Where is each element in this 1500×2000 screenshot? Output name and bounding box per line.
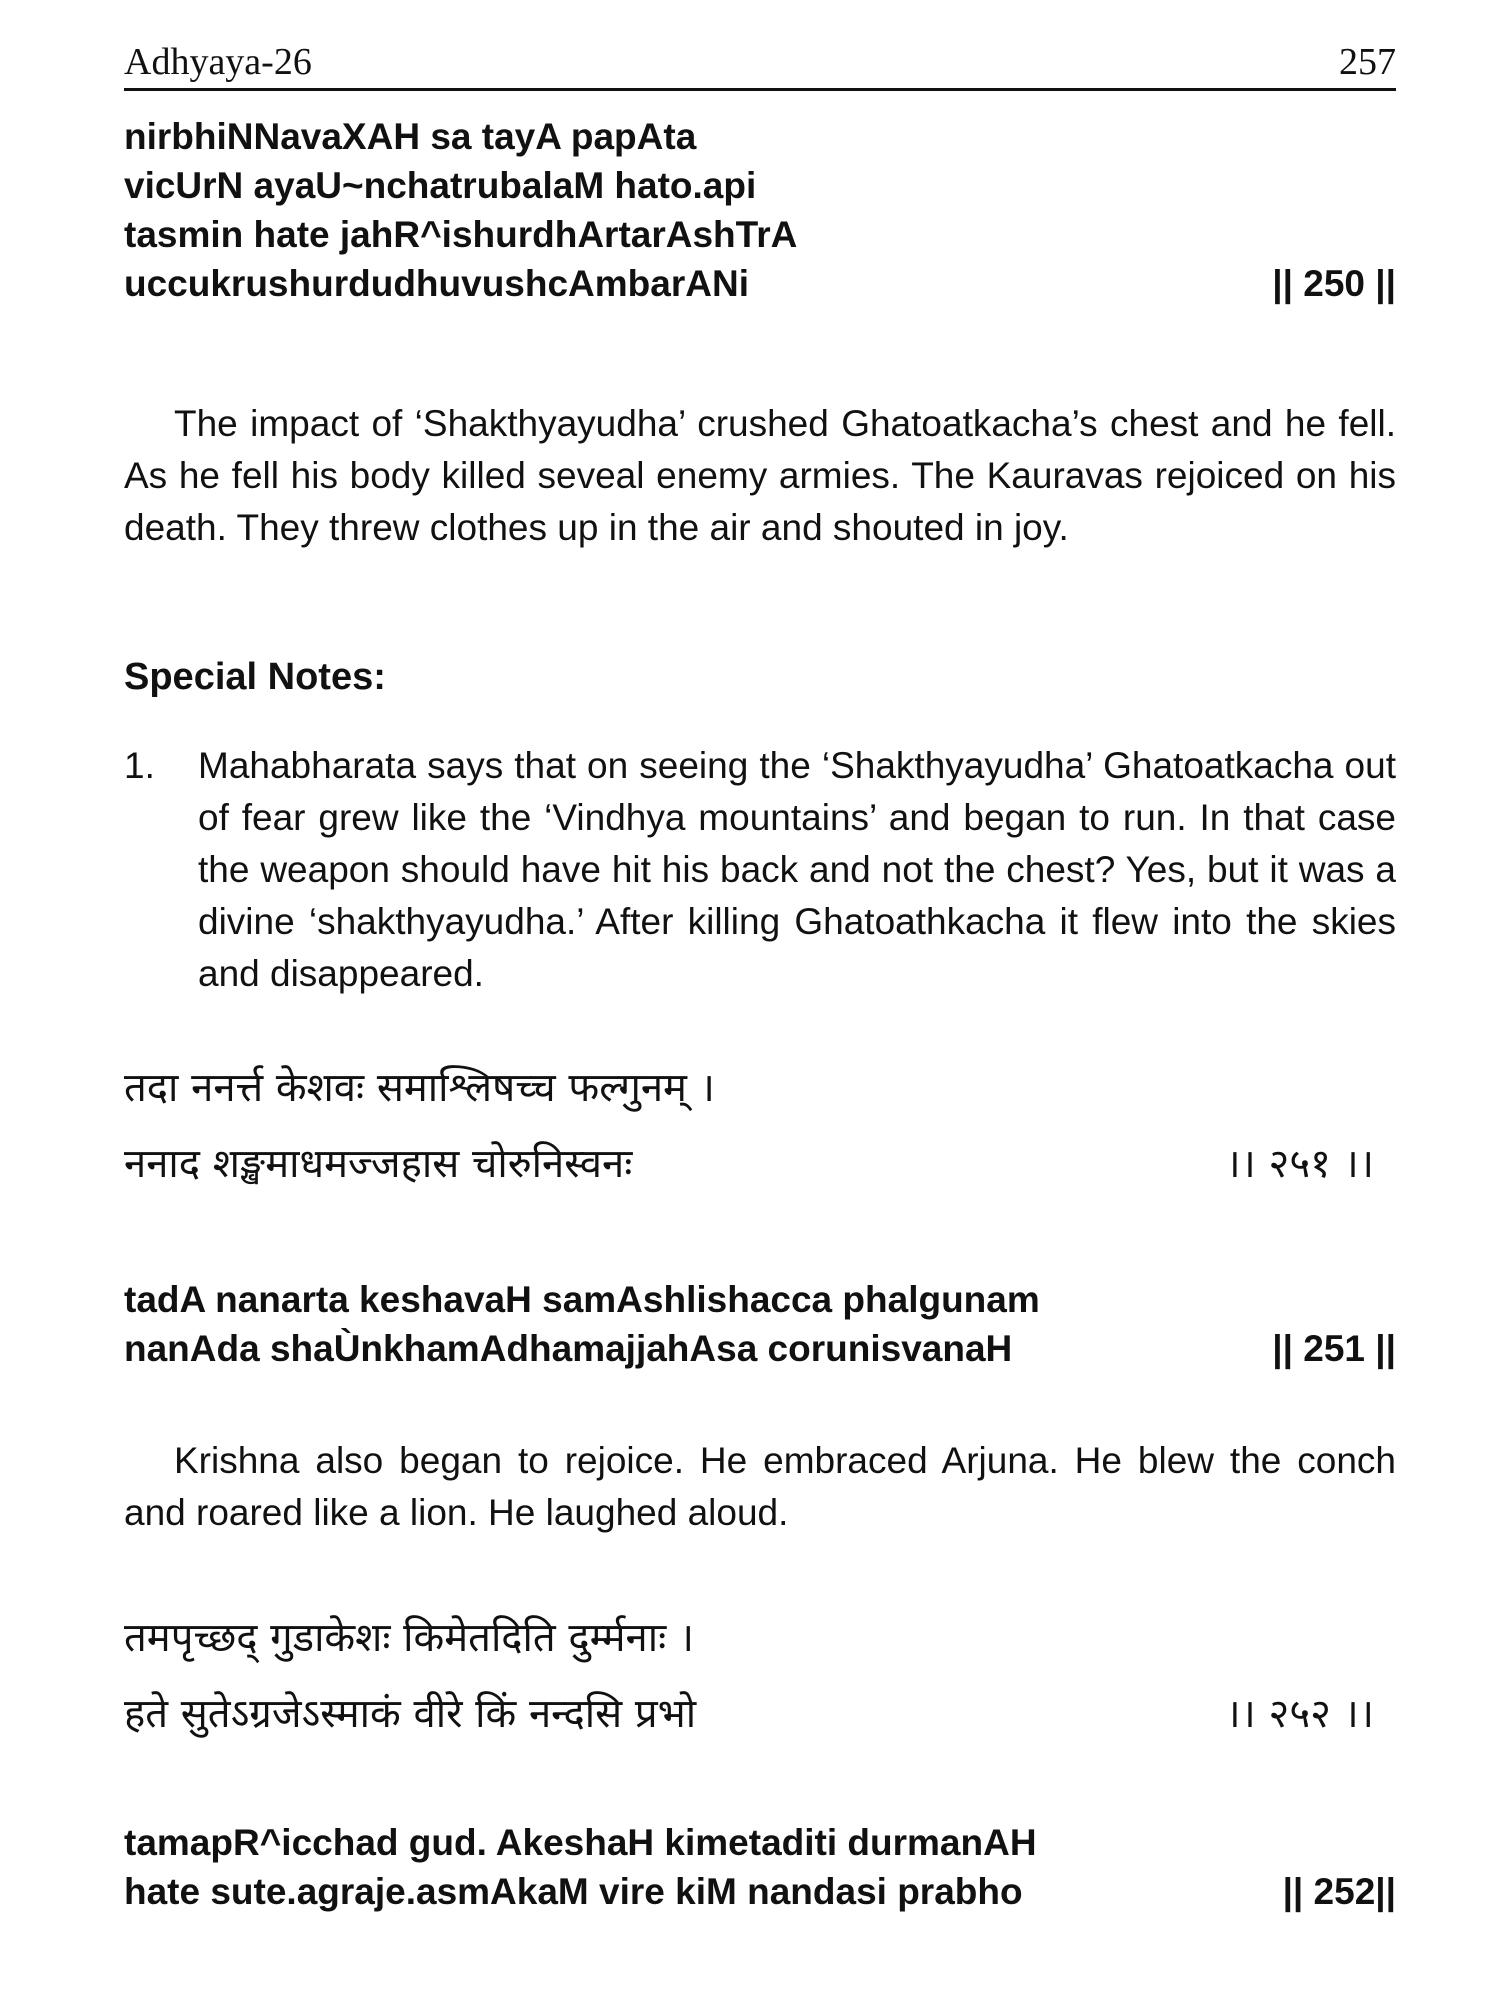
translation-paragraph: The impact of ‘Shakthyayudha’ crushed Ghatoatkacha’s chest and he fell. As he fell his body killed seveal enemy armies. The Kauravas rejoiced on his death. They threw clothes up in the air and shouted in joy. <box>124 403 1396 548</box>
chapter-title: Adhyaya-26 <box>124 41 312 83</box>
verse-line-text: nanAda shaÙnkhamAdhamajjahAsa corunisvanaH <box>124 1328 1013 1369</box>
sanskrit-line <box>124 1126 1396 1202</box>
note-text: Mahabharata says that on seeing the ‘Shakthyayudha’ Ghatoatkacha out of fear grew like the ‘Vindhya mountains’ and began to run. In that case the weapon should have hit his back and not the chest? Yes, but it was a divine ‘shakthyayudha.’ After killing Ghatoathkacha it flew into the skies and disappeared. <box>198 745 1396 994</box>
verse-line: vicUrN ayaU~nchatrubalaM hato.api <box>124 165 757 206</box>
sanskrit-line: तदा ननर्त्त केशवः समाश्लिषच्च फल्गुनम् । <box>124 1065 715 1111</box>
page-header <box>124 38 1396 91</box>
verse-line <box>124 1324 1396 1373</box>
verse-number: || 250 || <box>1272 263 1396 304</box>
sanskrit-verse-number: ।। २५१ ।। <box>1225 1141 1374 1187</box>
transliteration-verse-251 <box>124 1275 1396 1373</box>
page-number: 257 <box>1339 41 1396 83</box>
verse-line-text: hate sute.agraje.asmAkaM vire kiM nandasi prabho <box>124 1871 1023 1912</box>
special-notes-heading: Special Notes: <box>124 656 386 698</box>
translation-251 <box>124 1435 1396 1539</box>
sanskrit-line: तमपृच्छद् गुडाकेशः किमेतदिति दुर्म्मनाः । <box>124 1615 695 1661</box>
special-note-item <box>124 740 1396 1000</box>
sanskrit-line-text: ननाद शङ्खमाधमज्जहास चोरुनिस्वनः <box>124 1141 633 1187</box>
verse-line: tadA nanarta keshavaH samAshlishacca phalgunam <box>124 1279 1040 1320</box>
sanskrit-line-text: हते सुतेऽग्रजेऽस्माकं वीरे किं नन्दसि प्रभो <box>124 1691 697 1737</box>
translation-250 <box>124 398 1396 554</box>
verse-line: nirbhiNNavaXAH sa tayA papAta <box>124 116 697 157</box>
verse-line-text: uccukrushurdudhuvushcAmbarANi <box>124 263 749 304</box>
sanskrit-verse-251 <box>124 1050 1396 1202</box>
transliteration-verse-250 <box>124 112 1396 308</box>
sanskrit-verse-252 <box>124 1600 1396 1752</box>
sanskrit-line <box>124 1676 1396 1752</box>
verse-number: || 251 || <box>1272 1328 1396 1369</box>
transliteration-verse-252 <box>124 1818 1396 1916</box>
verse-number: || 252|| <box>1282 1871 1396 1912</box>
verse-line <box>124 259 1396 308</box>
verse-line: tasmin hate jahR^ishurdhArtarAshTrA <box>124 214 798 255</box>
sanskrit-verse-number: ।। २५२ ।। <box>1225 1691 1374 1737</box>
verse-line <box>124 1867 1396 1916</box>
note-number: 1. <box>124 745 155 786</box>
translation-paragraph: Krishna also began to rejoice. He embraced Arjuna. He blew the conch and roared like a lion. He laughed aloud. <box>124 1440 1396 1533</box>
verse-line: tamapR^icchad gud. AkeshaH kimetaditi durmanAH <box>124 1822 1037 1863</box>
